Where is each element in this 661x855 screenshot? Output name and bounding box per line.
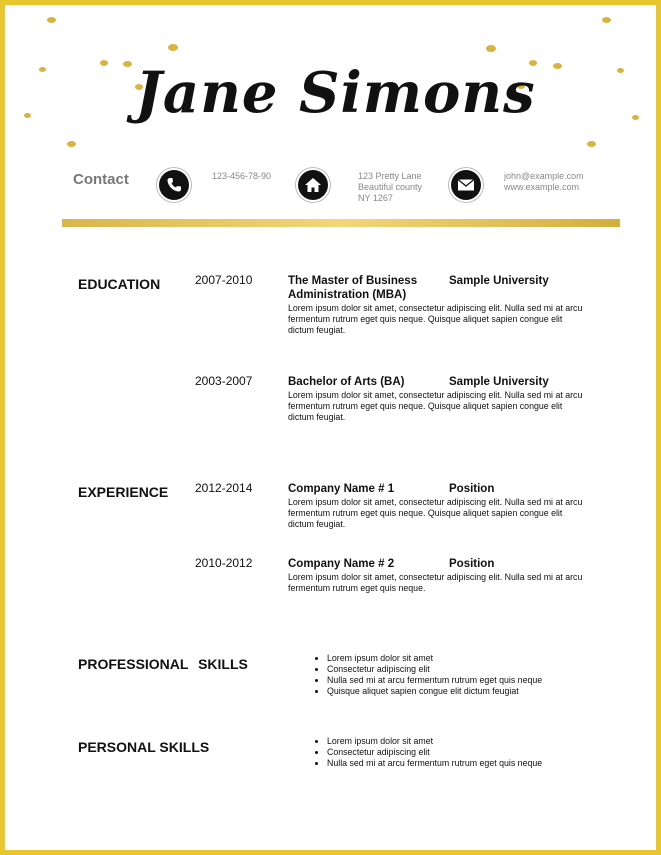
envelope-icon: [451, 170, 481, 200]
education-years: 2007-2010: [195, 273, 253, 287]
list-item: • Nulla sed mi at arcu fermentum rutrum eget quis neque: [327, 758, 542, 769]
entry-title: Company Name # 2: [288, 558, 395, 570]
professional-skills-list: [305, 653, 542, 697]
contact-email[interactable]: john@example.com: [504, 171, 584, 181]
personal-skills-list: [305, 736, 542, 769]
list-item: • Consectetur adipiscing elit: [327, 747, 542, 758]
phone-icon: [159, 170, 189, 200]
list-item: • Lorem ipsum dolor sit amet: [327, 653, 542, 664]
list-item: • Quisque aliquet sapien congue elit dictum feugiat: [327, 686, 542, 697]
entry-institution: Sample University: [449, 275, 549, 287]
education-heading: EDUCATION: [78, 276, 161, 292]
experience-years: 2012-2014: [195, 481, 253, 495]
personal-skills-heading: PERSONAL SKILLS: [78, 739, 210, 755]
list-item: • Nulla sed mi at arcu fermentum rutrum eget quis neque: [327, 675, 542, 686]
address-line: 123 Pretty Lane: [358, 171, 422, 181]
entry-description: Lorem ipsum dolor sit amet, consectetur adipiscing elit. Nulla sed mi at arcu fermentum rutrum eget quis neque.: [288, 572, 583, 593]
home-icon: [298, 170, 328, 200]
experience-entry: [288, 482, 588, 530]
experience-heading: EXPERIENCE: [78, 484, 169, 500]
professional-skills-heading: PROFESSIONAL SKILLS: [78, 656, 248, 672]
entry-position: Position: [449, 483, 495, 495]
address-line: NY 1267: [358, 193, 393, 203]
contact-phone: 123-456-78-90: [212, 171, 272, 181]
entry-title: Company Name # 1: [288, 483, 395, 495]
candidate-name: Jane Simons: [135, 60, 536, 126]
contact-online: [504, 171, 584, 193]
entry-description: Lorem ipsum dolor sit amet, consectetur adipiscing elit. Nulla sed mi at arcu fermentum rutrum eget quis neque. Quisque aliquet sapien congue elit dictum feugiat.: [288, 303, 583, 335]
list-item: • Consectetur adipiscing elit: [327, 664, 542, 675]
entry-description: Lorem ipsum dolor sit amet, consectetur adipiscing elit. Nulla sed mi at arcu fermentum rutrum eget quis neque. Quisque aliquet sapien congue elit dictum feugiat.: [288, 390, 583, 422]
education-years: 2003-2007: [195, 374, 253, 388]
education-entry: [288, 375, 588, 423]
contact-label: Contact: [73, 171, 129, 188]
entry-position: Position: [449, 558, 495, 570]
contact-website[interactable]: www.example.com: [504, 182, 580, 192]
contact-address: [358, 171, 422, 204]
address-line: Beautiful county: [358, 182, 423, 192]
education-entry: [288, 274, 588, 336]
experience-years: 2010-2012: [195, 556, 253, 570]
entry-description: Lorem ipsum dolor sit amet, consectetur adipiscing elit. Nulla sed mi at arcu fermentum rutrum eget quis neque. Quisque aliquet sapien congue elit dictum feugiat.: [288, 497, 583, 529]
header-divider: [62, 219, 620, 227]
experience-entry: [288, 557, 588, 594]
entry-title: The Master of Business Administration (MBA): [288, 275, 418, 301]
entry-title: Bachelor of Arts (BA): [288, 376, 405, 388]
list-item: • Lorem ipsum dolor sit amet: [327, 736, 542, 747]
entry-institution: Sample University: [449, 376, 549, 388]
